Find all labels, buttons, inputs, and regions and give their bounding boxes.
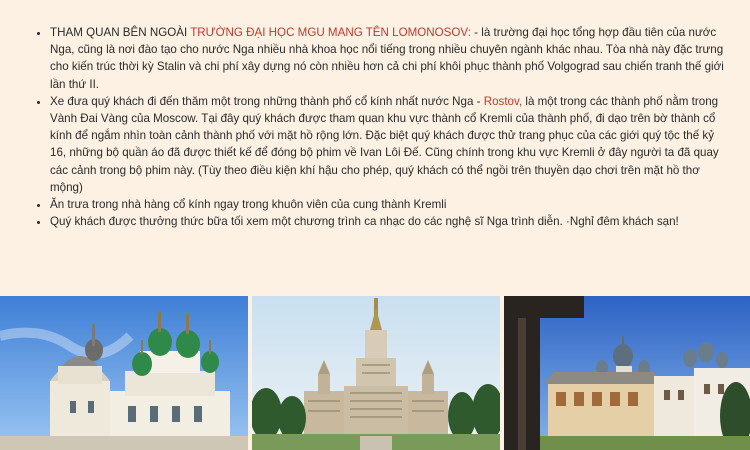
list-item	[50, 213, 732, 230]
rostov-church-photo	[0, 296, 248, 450]
university-highlight: TRƯỜNG ĐẠI HỌC MGU MANG TÊN LOMONOSOV:	[190, 26, 471, 39]
list-item	[50, 93, 732, 196]
item-text: Quý khách được thưởng thức bữa tối xem một chương trình ca nhạc do các nghệ sĩ Nga trình diễn. ·Nghỉ đêm khách sạn!	[50, 215, 679, 229]
itinerary-text	[30, 24, 732, 230]
itinerary-list	[30, 24, 732, 230]
list-item	[50, 196, 732, 213]
item-text: Ăn trưa trong nhà hàng cổ kính ngay trong khuôn viên của cung thành Kremli	[50, 198, 447, 212]
item-text: Xe đưa quý khách đi đến thăm một trong những thành phố cổ kính nhất nước Nga -	[50, 94, 484, 108]
mgu-building-photo	[252, 296, 500, 450]
item-text: là một trong các thành phố nằm trong Vành Đai Vàng của Moscow. Tại đây quý khách được tham quan khu vực thành cổ Kremli của thành phố, đi dạo trên bờ thành cổ kính để ngắm nhìn toàn cảnh thành phố với mặt hồ rộng lớn. Đặc biệt quý khách được thử trang phục của các giới quý tộc thế kỷ 16, những bộ quần áo đã được thiết kế để đóng bộ phim về Ivan Lôi Đế. Cũng chính trong khu vực Kremli ở đây người ta đã quay các cảnh trong bộ phim này. (Tùy theo điều kiện khí hậu cho phép, quý khách có thể ngồi trên thuyền dạo chơi trên mặt hồ thơ mộng)	[50, 94, 719, 194]
photo-strip	[0, 296, 750, 450]
item-text: THAM QUAN BÊN NGOÀI	[50, 26, 191, 39]
list-item	[50, 24, 732, 93]
item-text: - là trường đại học tổng hợp đầu tiên của nước Nga, cũng là nơi đào tạo cho nước Nga nhiều nhà khoa học nổi tiếng trong nhiều chuyên ngành khác nhau. Tòa nhà này đặc trưng cho kiến trúc thời kỳ Stalin và chi phí xây dựng nó còn nhiều hơn cả chi phí khôi phục thành phố Volgograd sau chiến tranh thế giới lần thứ II.	[50, 26, 724, 91]
rostov-kremlin-photo	[504, 296, 750, 450]
rostov-highlight: Rostov,	[483, 94, 523, 108]
